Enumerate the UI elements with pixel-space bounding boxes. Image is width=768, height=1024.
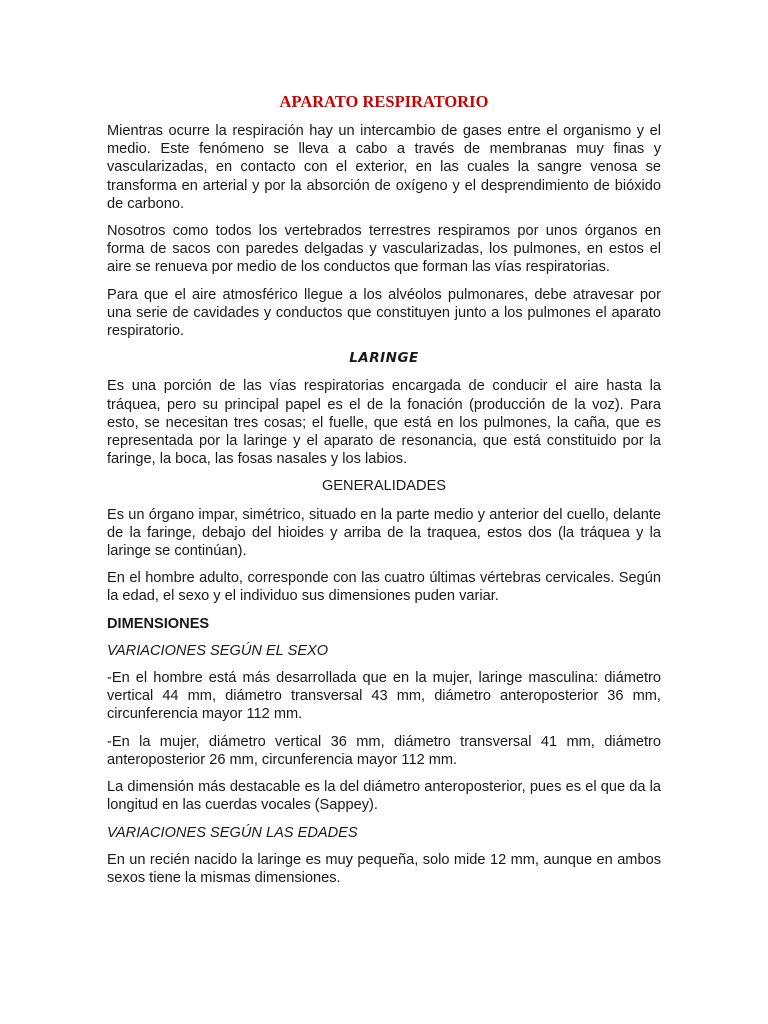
edades-heading: VARIACIONES SEGÚN LAS EDADES	[107, 824, 358, 841]
sexo-heading: VARIACIONES SEGÚN EL SEXO	[107, 642, 329, 659]
generalidades-heading: GENERALIDADES	[321, 478, 447, 495]
sexo-paragraph-2: -En la mujer, diámetro vertical 36 mm, diámetro transversal 41 mm, diámetro anteroposterior 26 mm, circunferencia mayor 112 mm.	[107, 733, 661, 768]
dimensiones-heading: DIMENSIONES	[107, 615, 210, 632]
sexo-paragraph-1: -En el hombre está más desarrollada que en la mujer, laringe masculina: diámetro vertical 44 mm, diámetro transversal 43 mm, diámetro anteroposterior 36 mm, circunferencia mayor 112 mm.	[107, 670, 661, 723]
document-title: APARATO RESPIRATORIO	[279, 92, 489, 111]
laringe-paragraph: Es una porción de las vías respiratorias encargada de conducir el aire hasta la tráquea, pero su principal papel es el de la fonación (producción de la voz). Para esto, se necesitan tres cosas; el fuelle, que está en los pulmones, la caña, que es representada por la laringe y el aparato de resonancia, que está constituido por la faringe, la boca, las fosas nasales y los labios.	[107, 378, 661, 468]
generalidades-paragraph-1: Es un órgano impar, simétrico, situado en la parte medio y anterior del cuello, delante de la faringe, debajo del hioides y arriba de la traquea, estos dos (la tráquea y la laringe se continúan).	[107, 506, 661, 560]
document-page	[107, 92, 661, 896]
intro-paragraph-2: Nosotros como todos los vertebrados terrestres respiramos por unos órganos en forma de sacos con paredes delgadas y vascularizadas, los pulmones, en estos el aire se renueva por medio de los conductos que forman las vías respiratorias.	[107, 223, 661, 276]
intro-paragraph-1: Mientras ocurre la respiración hay un intercambio de gases entre el organismo y el medio. Este fenómeno se lleva a cabo a través de membranas muy finas y vascularizadas, en contacto con el exterior, en las cuales la sangre venosa se transforma en arterial y por la absorción de oxígeno y el desprendimiento de bióxido de carbono.	[107, 123, 661, 212]
sexo-paragraph-3: La dimensión más destacable es la del diámetro anteroposterior, pues es el que da la longitud en las cuerdas vocales (Sappey).	[107, 779, 661, 814]
intro-paragraph-3: Para que el aire atmosférico llegue a los alvéolos pulmonares, debe atravesar por una serie de cavidades y conductos que constituyen junto a los pulmones el aparato respiratorio.	[107, 286, 661, 340]
laringe-heading: LARINGE	[349, 350, 419, 367]
edades-paragraph: En un recién nacido la laringe es muy pequeña, solo mide 12 mm, aunque en ambos sexos tiene la mismas dimensiones.	[107, 851, 661, 886]
generalidades-paragraph-2: En el hombre adulto, corresponde con las cuatro últimas vértebras cervicales. Según la edad, el sexo y el individuo sus dimensiones puden variar.	[107, 570, 661, 605]
